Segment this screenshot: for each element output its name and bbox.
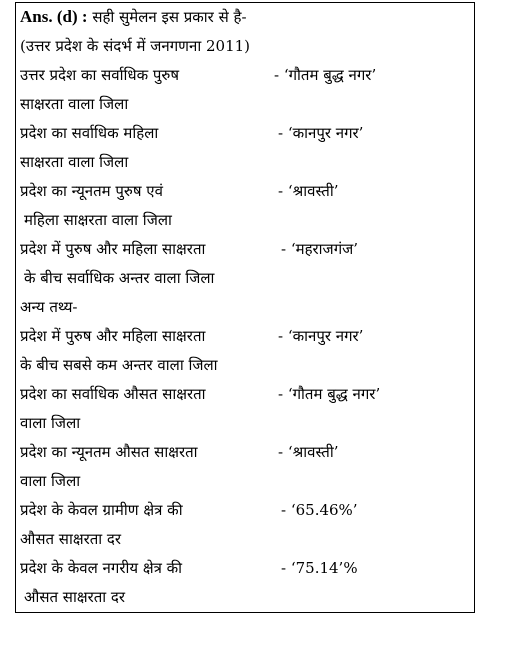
match-4-value: - ‘महराजगंज’ [281,240,359,258]
answer-header [20,7,247,27]
fact-3-line-2: वाला जिला [20,472,81,490]
match-2-line-1: प्रदेश का सर्वाधिक महिला [20,124,159,142]
fact-1-value: - ‘कानपुर नगर’ [278,327,364,345]
match-1-value: - ‘गौतम बुद्ध नगर’ [274,66,377,84]
fact-3-value: - ‘श्रावस्ती’ [278,443,339,461]
fact-4-line-2: औसत साक्षरता दर [20,530,122,548]
fact-4-line-1: प्रदेश के केवल ग्रामीण क्षेत्र की [20,501,183,519]
census-context: (उत्तर प्रदेश के संदर्भ में जनगणना 2011) [20,37,251,55]
match-3-line-1: प्रदेश का न्यूनतम पुरुष एवं [20,182,163,200]
answer-box [15,2,475,613]
fact-1-line-2: के बीच सबसे कम अन्तर वाला जिला [20,356,218,374]
fact-5-line-1: प्रदेश के केवल नगरीय क्षेत्र की [20,559,183,577]
match-3-value: - ‘श्रावस्ती’ [278,182,339,200]
match-4-line-2: के बीच सर्वाधिक अन्तर वाला जिला [24,269,215,287]
match-2-value: - ‘कानपुर नगर’ [278,124,364,142]
match-3-line-2: महिला साक्षरता वाला जिला [24,211,172,229]
other-facts-heading: अन्य तथ्य- [20,298,78,316]
match-2-line-2: साक्षरता वाला जिला [20,153,129,171]
fact-3-line-1: प्रदेश का न्यूनतम औसत साक्षरता [20,443,198,461]
fact-5-line-2: औसत साक्षरता दर [24,588,126,606]
match-1-line-1: उत्तर प्रदेश का सर्वाधिक पुरुष [20,66,180,84]
fact-4-value: - ‘65.46%’ [281,501,358,519]
match-4-line-1: प्रदेश में पुरुष और महिला साक्षरता [20,240,206,258]
fact-5-value: - ‘75.14’% [281,559,358,577]
answer-label: Ans. (d) : [20,7,88,26]
fact-1-line-1: प्रदेश में पुरुष और महिला साक्षरता [20,327,206,345]
answer-intro: सही सुमेलन इस प्रकार से है- [92,8,247,26]
fact-2-line-1: प्रदेश का सर्वाधिक औसत साक्षरता [20,385,206,403]
match-1-line-2: साक्षरता वाला जिला [20,95,129,113]
fact-2-line-2: वाला जिला [20,414,81,432]
fact-2-value: - ‘गौतम बुद्ध नगर’ [278,385,381,403]
